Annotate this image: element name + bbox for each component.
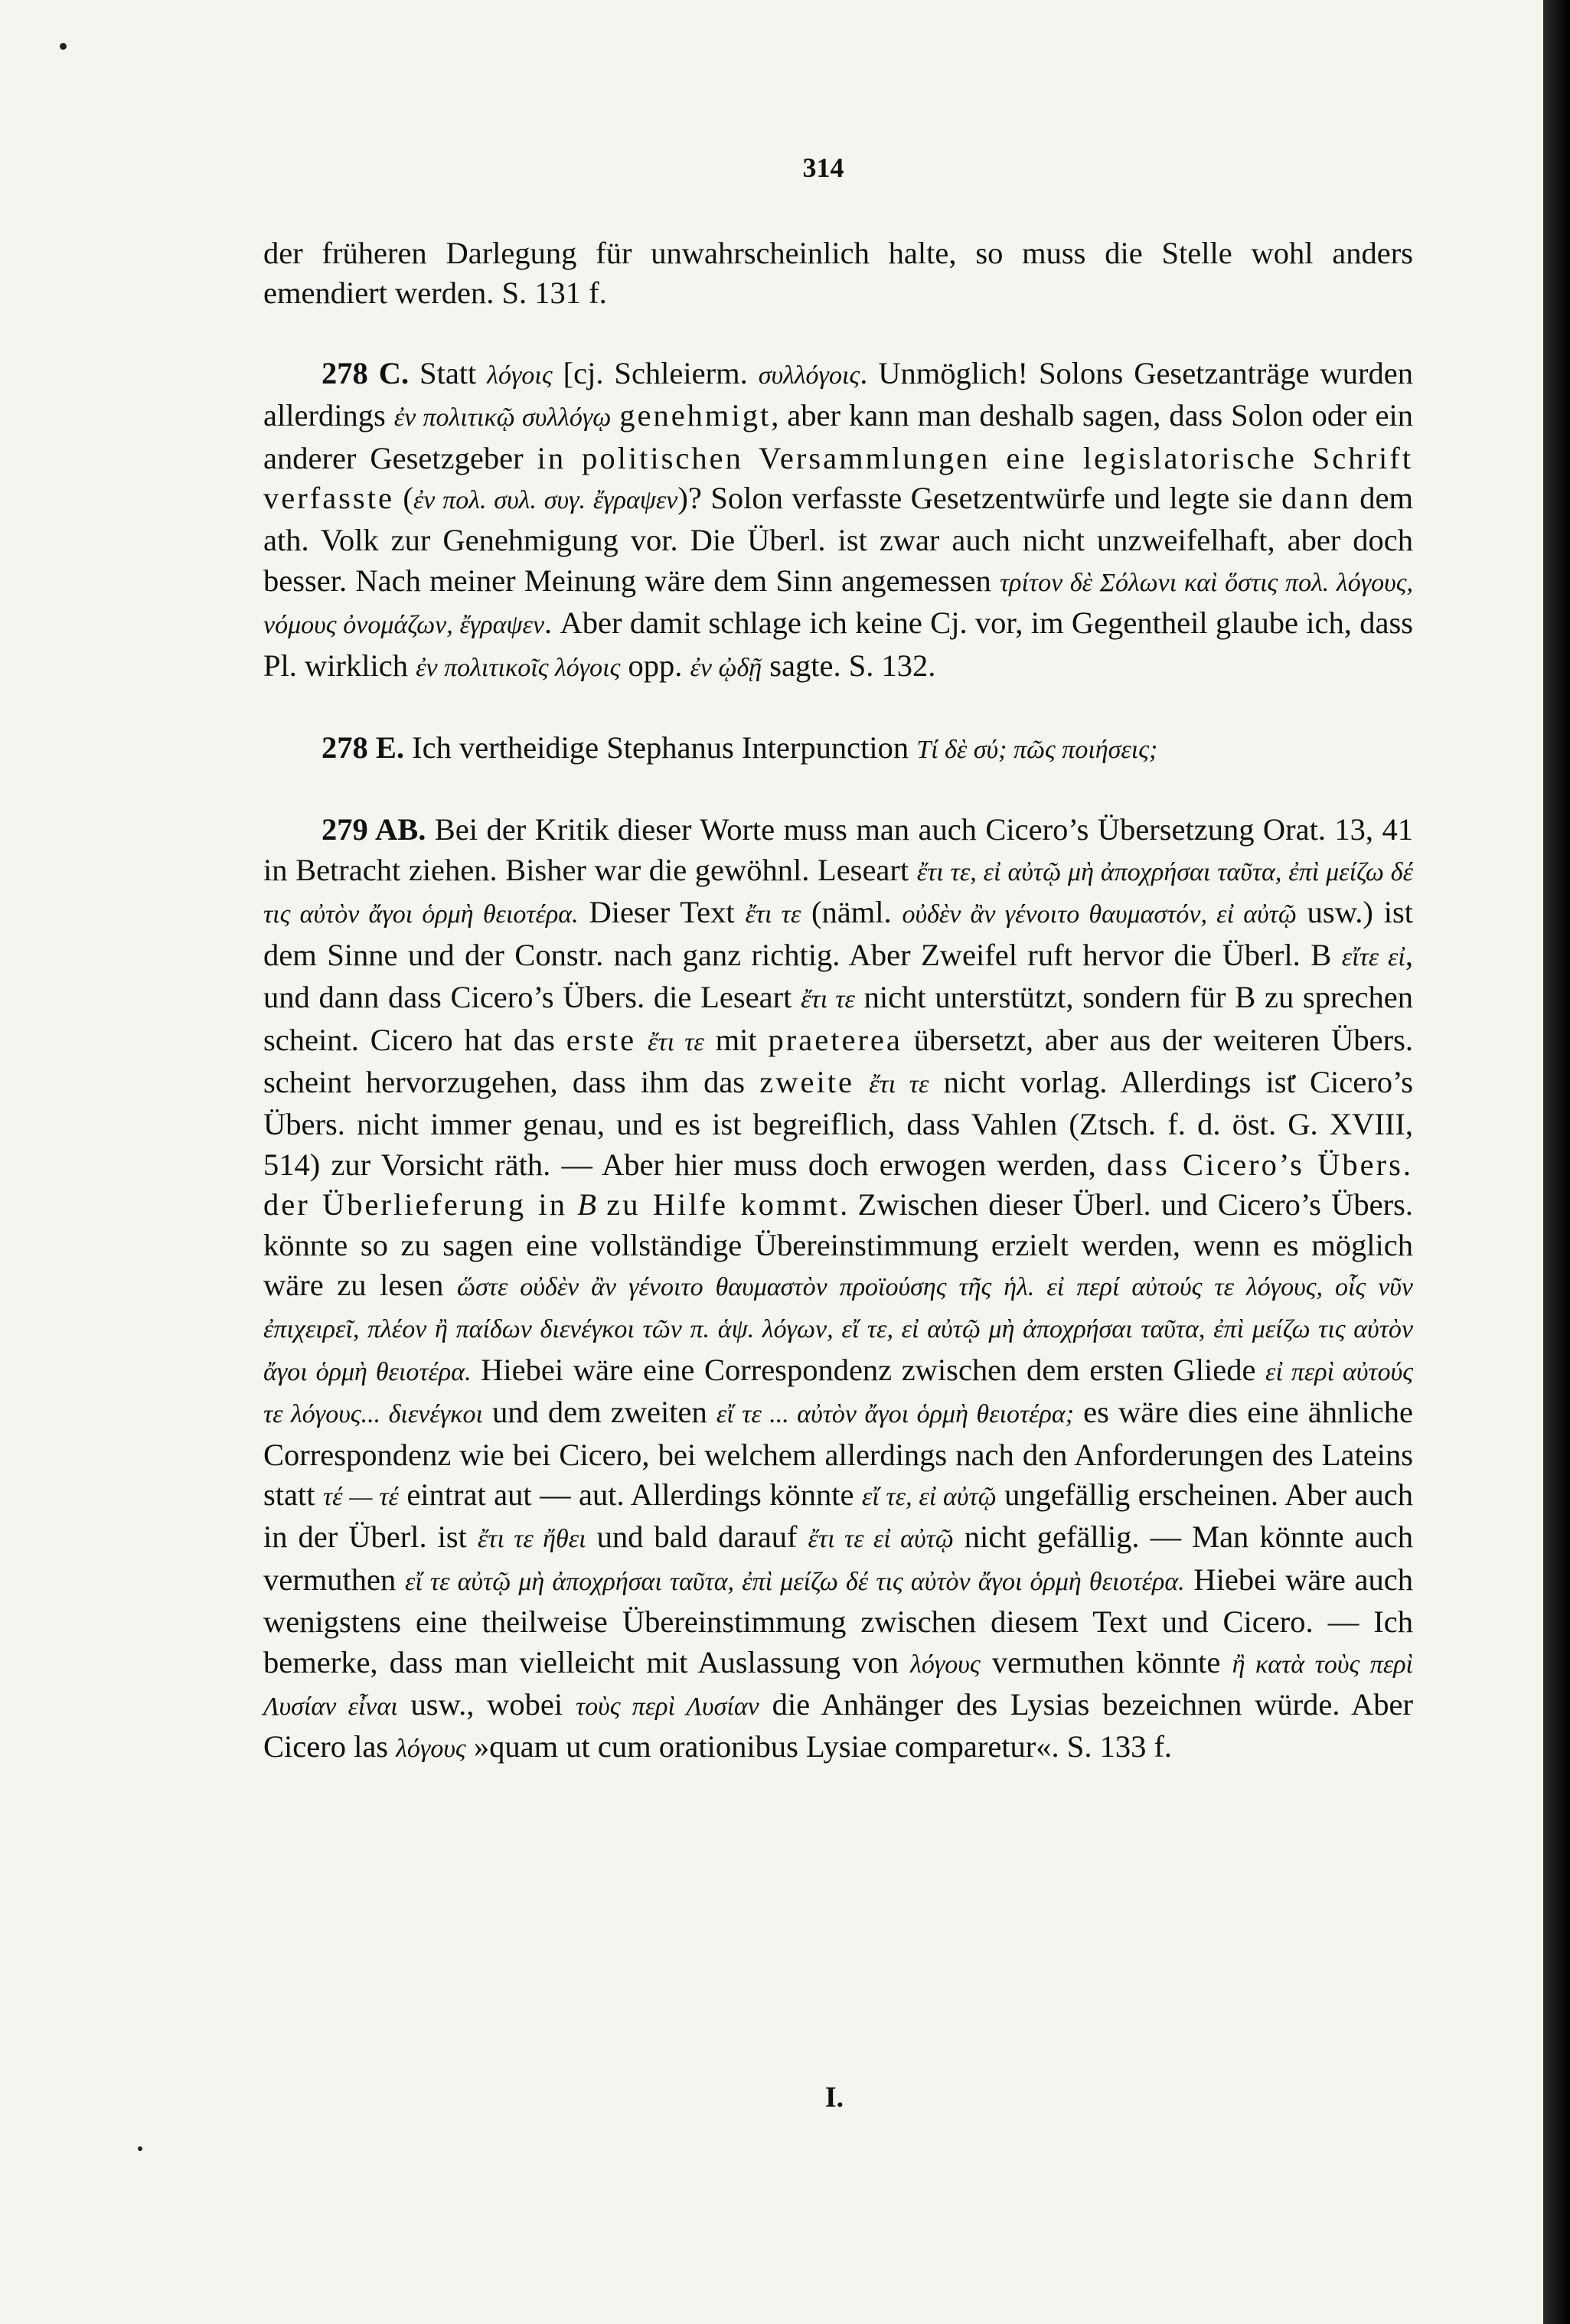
text-run: vermuthen könnte: [980, 1644, 1232, 1679]
scan-speck: [60, 43, 67, 50]
text-run: . Unmöglich! Solons Gesetzanträge wurden allerdings: [263, 355, 1413, 433]
text-run: nicht unterstützt, sondern für B zu sprechen scheint. Cicero hat das: [263, 980, 1413, 1057]
section-label: 278 C.: [322, 355, 410, 390]
greek-text: ἐν πολιτικῷ συλλόγῳ: [393, 403, 612, 432]
greek-text: ἔτι τε: [648, 1027, 704, 1056]
greek-text: εἰ περὶ αὐτούς τε λόγους... διενέγκοι: [263, 1357, 1413, 1429]
greek-text: λόγους: [910, 1650, 981, 1679]
emphasis-text: dass Cicero’s Übers. der Überlieferung in: [263, 1147, 1413, 1222]
greek-text: εἴ τε ... αὐτὸν ἄγοι ὁρμὴ θειοτέρα;: [716, 1400, 1075, 1429]
signature-mark: I.: [824, 2081, 844, 2113]
greek-text: ἔτι τε ἤθει: [477, 1525, 586, 1554]
text-run: (näml.: [801, 895, 903, 930]
text-run: übersetzt, aber aus der weiteren Übers. scheint hervorzugehen, dass ihm das: [263, 1022, 1413, 1099]
text-run: [854, 1065, 869, 1099]
text-run: und dem zweiten: [482, 1395, 716, 1430]
emphasis-text: erste: [566, 1022, 637, 1057]
paragraph-278c: [263, 354, 1413, 688]
emphasis-text: dann: [1281, 481, 1351, 516]
emphasis-text: in politischen Versammlungen eine legislatorische Schrift verfasste: [263, 440, 1413, 516]
text-run: ungefällig erscheinen. Aber auch in der Überl. ist: [263, 1477, 1413, 1555]
greek-text: ἐν ᾠδῇ: [690, 653, 762, 682]
text-run: eintrat aut — aut. Allerdings könnte: [398, 1477, 862, 1512]
text-run: die Anhänger des Lysias bezeichnen würde. Aber Cicero las: [263, 1687, 1413, 1764]
text-run: nicht vorlag. Allerdings ist Cicero’s Übers. nicht immer genau, und es ist begreiflich, dass Vahlen (Ztsch. f. d. öst. G. XVIII, 514) zur Vorsicht räth. — Aber hier muss doch erwogen werden,: [263, 1064, 1413, 1182]
greek-text: ὥστε οὐδὲν ἂν γένοιτο θαυμαστὸν προϊούσης τῆς ἡλ. εἰ περί αὐτούς τε λόγους, οἷς νῦν ἐπιχειρεῖ, πλέον ἢ παίδων διενέγκοι τῶν π. ἁψ. λόγων, εἴ τε, εἰ αὐτῷ μὴ ἀποχρήσαι ταῦτα, ἐπὶ μείζω τις αὐτὸν ἄγοι ὁρμὴ θειοτέρα.: [263, 1272, 1413, 1386]
greek-text: λόγους: [396, 1735, 466, 1764]
greek-text: ἢ κατὰ τοὺς περὶ Λυσίαν εἶναι: [263, 1650, 1413, 1721]
greek-text: λόγοις: [487, 361, 553, 390]
text-run: [553, 356, 563, 390]
text-run: Dieser Text: [578, 895, 746, 930]
text-run: Hiebei wäre auch wenigstens eine theilweise Übereinstimmung zwischen diesem Text und Cicero. — Ich bemerke, dass man vielleicht mit Auslassung von: [263, 1562, 1413, 1679]
text-run: opp.: [620, 648, 690, 683]
text-run: [611, 398, 619, 432]
greek-text: οὐδὲν ἂν γένοιτο θαυμαστόν, εἰ αὐτῷ: [902, 900, 1297, 929]
text-run: »quam ut cum orationibus Lysiae comparetur«. S. 133 f.: [465, 1729, 1173, 1764]
greek-text: εἴ τε, εἰ αὐτῷ: [861, 1482, 997, 1511]
text-run: [567, 1187, 577, 1222]
greek-text: εἴτε εἰ: [1341, 942, 1405, 971]
greek-text: ἔτι τε: [801, 985, 855, 1014]
greek-text: Τί δὲ σύ; πῶς ποιήσεις;: [916, 736, 1158, 765]
greek-text: εἴ τε αὐτῷ μὴ ἀποχρήσαι ταῦτα, ἐπὶ μείζω δέ τις αὐτὸν ἄγοι ὁρμὴ θειοτέρα.: [404, 1567, 1185, 1596]
text-run: . Zwischen dieser Überl. und Cicero’s Übers. könnte so zu sagen eine vollständige Übereinstimmung erzielt werden, wenn es möglich wäre zu lesen: [263, 1187, 1414, 1302]
paragraph-continuation: [263, 233, 1413, 314]
body-text: [263, 233, 1413, 1770]
greek-text: συλλόγοις: [758, 361, 860, 390]
text-run: sagte. S. 132.: [762, 648, 936, 683]
text-run: mit: [703, 1022, 769, 1057]
text-run: Ich vertheidige Stephanus Interpunction: [404, 730, 917, 765]
text-run: Bei der Kritik dieser Worte muss man auch Cicero’s Übersetzung Orat. 13, 41 in Betracht ziehen. Bisher war die gewöhnl. Leseart: [263, 812, 1413, 887]
greek-text: ἐν πολ. συλ. συγ. ἔγραψεν: [413, 486, 678, 515]
greek-text: ἔτι τε: [869, 1069, 929, 1098]
scan-speck: [138, 2146, 142, 2151]
greek-text: ἔτι τε εἰ αὐτῷ: [808, 1525, 954, 1554]
text-run: [636, 1023, 648, 1057]
text-run: Hiebei wäre eine Correspondenz zwischen dem ersten Gliede: [471, 1352, 1266, 1387]
section-label: 279 AB.: [322, 812, 426, 847]
text-run: (: [393, 481, 413, 516]
text-run: nicht gefällig. — Man könnte auch vermuthen: [263, 1519, 1414, 1597]
greek-text: τέ — τέ: [322, 1482, 399, 1511]
text-run: usw.) ist dem Sinne und der Constr. nach ganz richtig. Aber Zweifel ruft hervor die Überl. B: [263, 895, 1414, 972]
text-run: . Aber damit schlage ich keine Cj. vor, im Gegentheil glaube ich, dass Pl. wirklich: [263, 605, 1413, 683]
emphasis-text: zu Hilfe kommt: [606, 1187, 840, 1222]
greek-text: ἔτι τε: [745, 900, 801, 929]
greek-text: τρίτον δὲ Σόλωνι καὶ ὅστις πολ. λόγους, νόμους ὀνομάζων, ἔγραψεν: [263, 568, 1413, 640]
text-run: usw., wobei: [397, 1687, 576, 1722]
text-run: [cj. Schleierm.: [563, 355, 759, 390]
emphasis-text: genehmigt: [619, 398, 772, 433]
text-run: Statt: [409, 355, 488, 390]
scan-border: [1543, 0, 1570, 2324]
emphasis-text: praeterea: [768, 1022, 903, 1057]
text-run: , aber kann man deshalb sagen, dass Solon oder ein anderer Gesetzgeber: [263, 398, 1413, 475]
text-run: , und dann dass Cicero’s Übers. die Leseart: [263, 937, 1413, 1015]
greek-text: τοὺς περὶ Λυσίαν: [575, 1692, 759, 1721]
italic-text: B: [577, 1187, 596, 1222]
text-run: es wäre dies eine ähnliche Correspondenz wie bei Cicero, bei welchem allerdings nach den Anforderungen des Lateins statt: [263, 1395, 1413, 1512]
text-run: und bald darauf: [586, 1519, 808, 1555]
section-label: 278 E.: [322, 730, 405, 765]
emphasis-text: zweite: [759, 1064, 854, 1099]
paragraph-279ab: [263, 810, 1413, 1769]
text-run: )? Solon verfasste Gesetzentwürfe und legte sie: [677, 481, 1282, 516]
paragraph-278e: [263, 728, 1413, 770]
text-run: [596, 1187, 606, 1222]
greek-text: ἔτι τε, εἰ αὐτῷ μὴ ἀποχρήσαι ταῦτα, ἐπὶ μείζω δέ τις αὐτὸν ἄγοι ὁρμὴ θειοτέρα.: [263, 857, 1413, 929]
text-run: dem ath. Volk zur Genehmigung vor. Die Überl. ist zwar auch nicht unzweifelhaft, aber doch besser. Nach meiner Meinung wäre dem Sinn angemessen: [263, 481, 1413, 598]
greek-text: ἐν πολιτικοῖς λόγοις: [416, 653, 621, 682]
text-run: der früheren Darlegung für unwahrscheinlich halte, so muss die Stelle wohl anders emendiert werden. S. 131 f.: [263, 236, 1413, 311]
page-number: 314: [802, 152, 844, 183]
